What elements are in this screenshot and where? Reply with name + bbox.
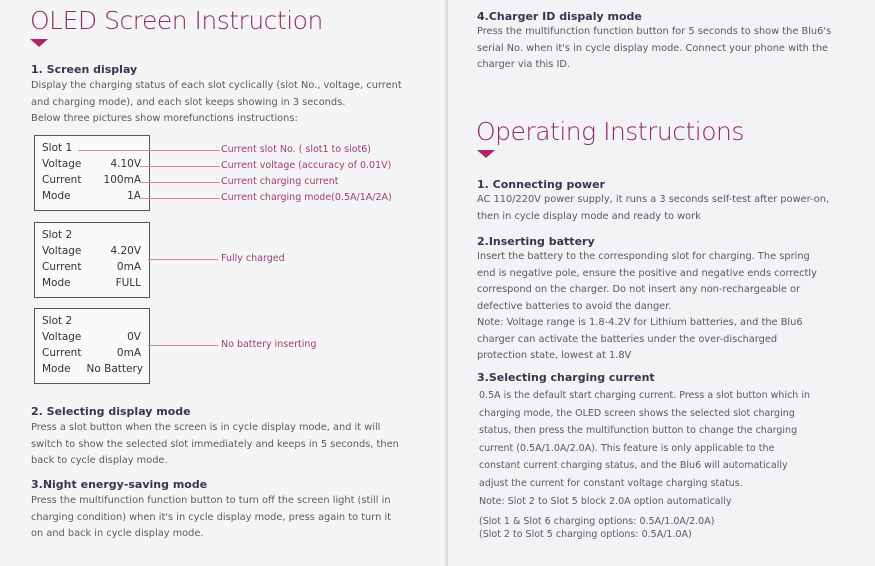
paragraph-line: defective batteries to avoid the danger. (477, 300, 672, 312)
paragraph-line: serial No. when it's in cycle display mode. Connect your phone with the (477, 42, 829, 54)
title-marker-icon (30, 39, 48, 47)
paragraph-line: charging mode, the OLED screen shows the selected slot charging (479, 407, 795, 419)
current-value: 0mA (116, 261, 141, 273)
selecting-current-text (479, 387, 810, 510)
charger-id-heading: 4.Charger ID dispaly mode (477, 10, 642, 23)
mode-value: No Battery (86, 363, 143, 375)
inserting-battery-text (477, 249, 817, 365)
leader-line (140, 198, 220, 199)
paragraph-line: protection state, lowest at 1.8V (477, 350, 632, 361)
paragraph-line: Display the charging status of each slot cyclically (slot No., voltage, current (31, 80, 402, 91)
paragraph-line: Press a slot button when the screen is in cycle display mode, and it will (31, 422, 381, 433)
current-value: 100mA (103, 174, 141, 186)
mode-label: Mode (42, 190, 71, 202)
paragraph-line: back to cycle display mode. (31, 455, 168, 466)
selecting-display-mode-heading: 2. Selecting display mode (31, 405, 191, 418)
night-mode-text (31, 493, 391, 543)
paragraph-line: charger can activate the batteries under the over-discharged (477, 333, 778, 345)
annotation-no-battery: No battery inserting (221, 339, 317, 350)
current-label: Current (42, 174, 82, 186)
leader-line (78, 150, 220, 151)
slot-number: Slot 2 (42, 315, 73, 327)
night-mode-heading: 3.Night energy-saving mode (31, 478, 208, 491)
paragraph-line: status, then press the multifunction button to change the charging (479, 425, 798, 437)
paragraph-line: Note: Voltage range is 1.8-4.2V for Lithium batteries, and the Blu6 (477, 317, 803, 328)
screen-display-text (31, 78, 402, 128)
paragraph-line: and charging mode), and each slot keeps showing in 3 seconds. (31, 96, 346, 108)
paragraph-line: charger via this ID. (477, 59, 571, 70)
annotation-fully-charged: Fully charged (221, 253, 285, 264)
voltage-value: 4.20V (110, 245, 141, 257)
paragraph-line: correspond on the charger. Do not insert any non-rechargeable or (477, 284, 801, 295)
paragraph-line: Note: Slot 2 to Slot 5 block 2.0A option automatically (479, 495, 732, 507)
right-page (448, 0, 875, 566)
oled-display-no-battery (34, 308, 150, 384)
voltage-value: 4.10V (110, 158, 141, 170)
leader-line (148, 259, 218, 260)
voltage-label: Voltage (42, 158, 82, 170)
paragraph-line: Below three pictures show morefunctions instructions: (31, 113, 298, 124)
paragraph-line: charging condition) when it's in cycle display mode, press again to turn it (31, 511, 392, 523)
mode-value: 1A (127, 190, 141, 202)
annotation-voltage: Current voltage (accuracy of 0.01V) (221, 160, 392, 171)
paragraph-line: switch to show the selected slot immediately and keeps in 5 seconds, then (31, 438, 399, 450)
paragraph-line: current (0.5A/1.0A/2.0A). This feature is only applicable to the (479, 442, 775, 454)
paragraph-line: then in cycle display mode and ready to work (477, 210, 701, 222)
paragraph-line: end is negative pole, ensure the positive and negative ends correctly (477, 267, 817, 279)
paragraph-line: Press the multifunction function button to turn off the screen light (still in (31, 495, 391, 506)
leader-line (148, 345, 218, 346)
operating-instructions-title: Operating Instructions (476, 117, 744, 146)
inserting-battery-heading: 2.Inserting battery (477, 235, 595, 248)
options-line: (Slot 1 & Slot 6 charging options: 0.5A/1.0A/2.0A) (479, 516, 715, 527)
current-value: 0mA (116, 347, 141, 359)
selecting-display-mode-text (31, 420, 399, 470)
options-line: (Slot 2 to Slot 5 charging options: 0.5A/1.0A) (479, 529, 692, 540)
paragraph-line: 0.5A is the default start charging current. Press a slot button which in (479, 390, 811, 401)
charger-id-text (477, 24, 831, 74)
paragraph-line: constant current charging status, and the Blu6 will automatically (479, 460, 788, 472)
screen-display-heading: 1. Screen display (31, 63, 138, 76)
leader-line (140, 182, 220, 183)
oled-instruction-title: OLED Screen Instruction (30, 6, 323, 35)
annotation-current: Current charging current (221, 176, 339, 187)
current-label: Current (42, 261, 82, 273)
title-marker-icon (477, 150, 495, 158)
leader-line (140, 166, 220, 167)
selecting-current-heading: 3.Selecting charging current (477, 371, 655, 384)
paragraph-line: on and back in cycle display mode. (31, 528, 204, 539)
paragraph-line: AC 110/220V power supply, it runs a 3 seconds self-test after power-on, (477, 194, 830, 205)
voltage-value: 0V (127, 331, 141, 343)
slot-number: Slot 2 (42, 229, 73, 241)
voltage-label: Voltage (42, 245, 82, 257)
paragraph-line: adjust the current for constant voltage charging status. (479, 477, 743, 489)
connecting-power-heading: 1. Connecting power (477, 178, 605, 191)
annotation-slot-no: Current slot No. ( slot1 to slot6) (221, 144, 371, 155)
slot-number: Slot 1 (42, 142, 73, 154)
voltage-label: Voltage (42, 331, 82, 343)
charging-options (479, 515, 714, 541)
mode-value: FULL (115, 277, 141, 289)
paragraph-line: Insert the battery to the corresponding slot for charging. The spring (477, 251, 810, 262)
oled-display-fully-charged (34, 222, 150, 298)
connecting-power-text (477, 192, 829, 225)
annotation-mode: Current charging mode(0.5A/1A/2A) (221, 192, 392, 203)
paragraph-line: Press the multifunction function button for 5 seconds to show the Blu6's (477, 26, 832, 37)
current-label: Current (42, 347, 82, 359)
mode-label: Mode (42, 277, 71, 289)
mode-label: Mode (42, 363, 71, 375)
oled-display-slot1 (34, 135, 150, 211)
